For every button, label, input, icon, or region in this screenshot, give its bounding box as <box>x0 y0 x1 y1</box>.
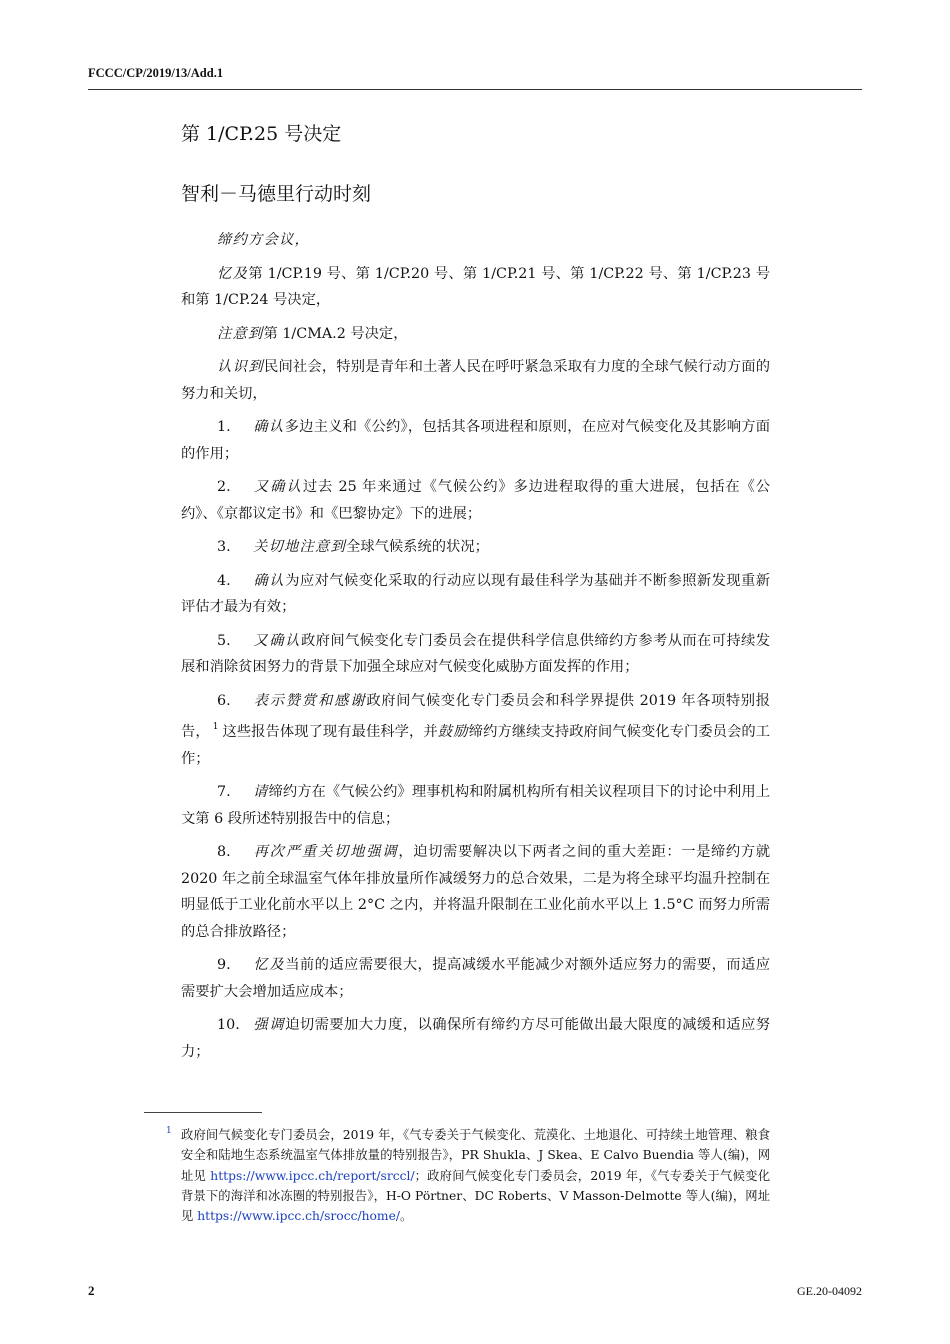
footnote <box>166 1125 770 1226</box>
paragraph-lead: 关切地注意到 <box>253 539 346 555</box>
paragraph-lead: 表示赞赏和感谢 <box>253 692 367 709</box>
page-number: 2 <box>88 1283 95 1298</box>
footnote-text: 政府间气候变化专门委员会，2019 年，《气专委关于气候变化、荒漠化、土地退化、可持续土地管理、粮食安全和陆地生态系统温室气体排放量的特别报告》，PR Shukla、J Skea、E Calvo Buendia 等人(编)，网址见 <box>181 1128 770 1183</box>
header-divider <box>88 89 862 90</box>
operative-paragraph <box>181 534 770 561</box>
decision-body <box>181 227 770 1072</box>
operative-paragraph <box>181 474 770 527</box>
srccl-link[interactable]: https://www.ipcc.ch/report/srccl/ <box>210 1168 415 1183</box>
paragraph-number: 3. <box>217 539 231 555</box>
paragraph-lead: 确认 <box>253 419 285 435</box>
document-symbol: FCCC/CP/2019/13/Add.1 <box>88 66 224 80</box>
paragraph-number: 7. <box>217 784 231 800</box>
preamble-text: 第 1/CMA.2 号决定， <box>263 325 408 342</box>
preamble-lead: 认识到 <box>217 359 264 375</box>
paragraph-text: 多边主义和《公约》，包括其各项进程和原则，在应对气候变化及其影响方面的作用； <box>181 419 770 462</box>
paragraph-lead: 忆及 <box>253 957 286 973</box>
srocc-link[interactable]: https://www.ipcc.ch/srocc/home/ <box>197 1209 401 1224</box>
paragraph-text: 当前的适应需要很大，提高减缓水平能减少对额外适应努力的需要，而适应需要扩大会增加适应成本； <box>181 957 770 1000</box>
paragraph-lead: 确认 <box>253 572 286 589</box>
paragraph-text: 缔约方在《气候公约》理事机构和附属机构所有相关议程项目下的讨论中利用上文第 6 段所述特别报告中的信息； <box>181 784 770 827</box>
operative-paragraph <box>181 839 770 945</box>
operative-paragraph <box>181 1012 770 1065</box>
paragraph-lead: 强调 <box>253 1017 286 1033</box>
preamble-paragraph <box>181 321 770 348</box>
paragraph-text: 过去 25 年来通过《气候公约》多边进程取得的重大进展，包括在《公约》、《京都议定书》和《巴黎协定》下的进展； <box>181 479 770 522</box>
footnote-reference[interactable]: 1 <box>212 722 219 732</box>
preamble-lead: 缔约方会议， <box>217 232 310 248</box>
paragraph-text: 这些报告体现了现有最佳科学，并 <box>222 724 438 740</box>
footnote-number: 1 <box>166 1126 172 1136</box>
paragraph-lead: 鼓励 <box>437 724 469 740</box>
decision-title: 智利－马德里行动时刻 <box>181 183 372 205</box>
paragraph-number: 5. <box>217 632 231 649</box>
operative-paragraph <box>181 688 770 773</box>
paragraph-number: 9. <box>217 957 231 973</box>
preamble-lead: 忆及 <box>217 265 249 282</box>
paragraph-text: 缔约方继续支持政府间气候变化专门委员会的工作； <box>181 724 771 767</box>
paragraph-text: 政府间气候变化专门委员会和科学界提供 2019 年各项特别报告， <box>181 692 770 740</box>
paragraph-number: 8. <box>217 844 231 860</box>
paragraph-text: 为应对气候变化采取的行动应以现有最佳科学为基础并不断参照新发现重新评估才最为有效； <box>181 572 770 615</box>
footnote-text: ；政府间气候变化专门委员会，2019 年，《气专委关于气候变化背景下的海洋和冰冻圈的特别报告》，H-O Pörtner、DC Roberts、V Masson-Delmotte 等人(编)，网址见 <box>181 1168 770 1224</box>
preamble-lead: 注意到 <box>217 325 264 342</box>
preamble-paragraph <box>181 227 770 254</box>
operative-paragraph <box>181 414 770 467</box>
paragraph-number: 2. <box>217 479 231 495</box>
paragraph-lead: 再次严重关切地强调 <box>253 844 399 860</box>
operative-paragraph <box>181 628 770 681</box>
paragraph-text: 政府间气候变化专门委员会在提供科学信息供缔约方参考从而在可持续发展和消除贫困努力的背景下加强全球应对气候变化威胁方面发挥的作用； <box>181 632 770 675</box>
paragraph-lead: 又确认 <box>253 632 301 649</box>
preamble-text: 第 1/CP.19 号、第 1/CP.20 号、第 1/CP.21 号、第 1/CP.22 号、第 1/CP.23 号和第 1/CP.24 号决定， <box>181 265 771 308</box>
paragraph-number: 10. <box>217 1017 240 1033</box>
document-id: GE.20-04092 <box>797 1284 862 1298</box>
preamble-text: 民间社会，特别是青年和土著人民在呼吁紧急采取有力度的全球气候行动方面的努力和关切， <box>181 359 771 402</box>
operative-paragraph <box>181 952 770 1005</box>
decision-number: 第 1/CP.25 号决定 <box>181 123 342 145</box>
paragraph-text: 迫切需要加大力度，以确保所有缔约方尽可能做出最大限度的减缓和适应努力； <box>181 1017 770 1060</box>
paragraph-number: 1. <box>217 419 231 435</box>
footnote-divider <box>144 1112 262 1113</box>
preamble-paragraph <box>181 354 770 407</box>
paragraph-number: 4. <box>217 572 231 589</box>
footnote-text: 。 <box>400 1209 413 1224</box>
paragraph-number: 6. <box>217 692 231 709</box>
paragraph-text: ，迫切需要解决以下两者之间的重大差距：一是缔约方就 2020 年之前全球温室气体年排放量所作减缓努力的总合效果，二是为将全球平均温升控制在明显低于工业化前水平以上 2°C 之内，并将温升限制在工业化前水平以上 1.5°C 而努力所需的总合排放路径； <box>181 844 770 940</box>
preamble-paragraph <box>181 261 770 314</box>
operative-paragraph <box>181 779 770 832</box>
paragraph-lead: 请 <box>253 784 269 800</box>
paragraph-lead: 又确认 <box>253 479 303 495</box>
paragraph-text: 全球气候系统的状况； <box>345 539 489 555</box>
operative-paragraph <box>181 568 770 621</box>
